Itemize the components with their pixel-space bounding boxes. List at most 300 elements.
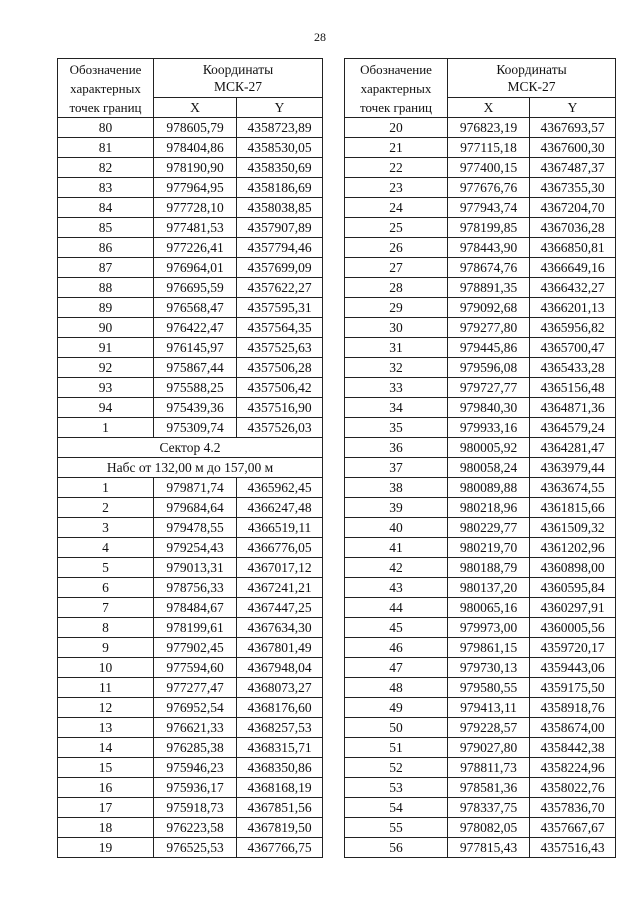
y-coordinate-cell: 4364579,24	[530, 418, 616, 438]
y-coordinate-cell: 4357525,63	[237, 338, 323, 358]
x-coordinate-cell: 979973,00	[448, 618, 530, 638]
table-row	[58, 418, 323, 438]
points-header-line2: характерных	[70, 80, 141, 96]
y-coordinate-cell: 4367693,57	[530, 118, 616, 138]
left-table-body-top	[58, 118, 323, 438]
point-id-cell: 6	[58, 578, 154, 598]
y-coordinate-cell: 4357667,67	[530, 818, 616, 838]
x-coordinate-cell: 976621,33	[154, 718, 237, 738]
point-id-cell: 41	[345, 538, 448, 558]
x-coordinate-cell: 979445,86	[448, 338, 530, 358]
point-id-cell: 90	[58, 318, 154, 338]
x-coordinate-cell: 977115,18	[448, 138, 530, 158]
y-coordinate-cell: 4357907,89	[237, 218, 323, 238]
x-coordinate-cell: 979478,55	[154, 518, 237, 538]
y-coordinate-cell: 4357506,28	[237, 358, 323, 378]
point-id-cell: 48	[345, 678, 448, 698]
x-coordinate-cell: 975309,74	[154, 418, 237, 438]
table-row	[345, 218, 616, 238]
x-coordinate-cell: 978443,90	[448, 238, 530, 258]
table-row	[345, 498, 616, 518]
right-table-body	[345, 118, 616, 858]
y-coordinate-cell: 4361509,32	[530, 518, 616, 538]
y-coordinate-cell: 4367355,30	[530, 178, 616, 198]
table-row	[58, 818, 323, 838]
x-coordinate-cell: 979027,80	[448, 738, 530, 758]
table-row	[345, 478, 616, 498]
table-row	[58, 578, 323, 598]
point-id-cell: 49	[345, 698, 448, 718]
x-coordinate-cell: 976422,47	[154, 318, 237, 338]
point-id-cell: 83	[58, 178, 154, 198]
table-row	[345, 158, 616, 178]
point-id-cell: 1	[58, 418, 154, 438]
point-id-cell: 85	[58, 218, 154, 238]
y-coordinate-cell: 4358442,38	[530, 738, 616, 758]
x-coordinate-cell: 980188,79	[448, 558, 530, 578]
x-coordinate-cell: 976695,59	[154, 278, 237, 298]
point-id-cell: 51	[345, 738, 448, 758]
x-coordinate-cell: 980058,24	[448, 458, 530, 478]
x-coordinate-cell: 975946,23	[154, 758, 237, 778]
table-row	[345, 638, 616, 658]
point-id-cell: 47	[345, 658, 448, 678]
x-coordinate-cell: 977964,95	[154, 178, 237, 198]
point-id-cell: 20	[345, 118, 448, 138]
point-id-cell: 13	[58, 718, 154, 738]
table-row	[345, 838, 616, 858]
table-row	[58, 138, 323, 158]
x-coordinate-cell: 980065,16	[448, 598, 530, 618]
x-coordinate-cell: 979413,11	[448, 698, 530, 718]
y-coordinate-cell: 4367600,30	[530, 138, 616, 158]
table-row	[58, 678, 323, 698]
y-coordinate-cell: 4358186,69	[237, 178, 323, 198]
x-coordinate-cell: 979580,55	[448, 678, 530, 698]
y-coordinate-cell: 4358918,76	[530, 698, 616, 718]
point-id-cell: 7	[58, 598, 154, 618]
point-id-cell: 84	[58, 198, 154, 218]
point-id-cell: 2	[58, 498, 154, 518]
y-coordinate-cell: 4363674,55	[530, 478, 616, 498]
y-coordinate-cell: 4368350,86	[237, 758, 323, 778]
table-row	[345, 358, 616, 378]
table-row	[345, 798, 616, 818]
table-row	[58, 278, 323, 298]
y-coordinate-cell: 4358350,69	[237, 158, 323, 178]
table-row	[345, 338, 616, 358]
y-coordinate-cell: 4357595,31	[237, 298, 323, 318]
point-id-cell: 15	[58, 758, 154, 778]
y-coordinate-cell: 4367766,75	[237, 838, 323, 858]
x-coordinate-cell: 978605,79	[154, 118, 237, 138]
y-coordinate-cell: 4357506,42	[237, 378, 323, 398]
x-coordinate-cell: 976568,47	[154, 298, 237, 318]
y-coordinate-cell: 4368315,71	[237, 738, 323, 758]
x-coordinate-cell: 980229,77	[448, 518, 530, 538]
table-row	[58, 158, 323, 178]
table-row	[345, 458, 616, 478]
y-coordinate-cell: 4358723,89	[237, 118, 323, 138]
x-coordinate-cell: 978811,73	[448, 758, 530, 778]
table-row	[345, 258, 616, 278]
point-id-cell: 17	[58, 798, 154, 818]
point-id-cell: 42	[345, 558, 448, 578]
table-row	[345, 178, 616, 198]
point-id-cell: 50	[345, 718, 448, 738]
y-coordinate-cell: 4365956,82	[530, 318, 616, 338]
y-coordinate-cell: 4358022,76	[530, 778, 616, 798]
points-header-line2: характерных	[360, 80, 432, 96]
x-coordinate-cell: 979013,31	[154, 558, 237, 578]
y-coordinate-cell: 4365433,28	[530, 358, 616, 378]
table-row	[345, 818, 616, 838]
point-id-cell: 11	[58, 678, 154, 698]
table-row	[345, 718, 616, 738]
x-coordinate-cell: 976952,54	[154, 698, 237, 718]
table-row	[345, 678, 616, 698]
x-coordinate-cell: 976145,97	[154, 338, 237, 358]
point-id-cell: 46	[345, 638, 448, 658]
table-row	[345, 538, 616, 558]
table-row	[58, 338, 323, 358]
table-row	[58, 398, 323, 418]
table-row	[58, 518, 323, 538]
table-row	[345, 118, 616, 138]
points-header-line1: Обозначение	[69, 61, 142, 77]
y-column-header: Y	[530, 98, 616, 118]
y-coordinate-cell: 4366247,48	[237, 498, 323, 518]
y-coordinate-cell: 4365156,48	[530, 378, 616, 398]
y-coordinate-cell: 4368257,53	[237, 718, 323, 738]
table-row	[345, 278, 616, 298]
table-row	[58, 618, 323, 638]
y-coordinate-cell: 4366519,11	[237, 518, 323, 538]
point-id-cell: 86	[58, 238, 154, 258]
table-row	[58, 558, 323, 578]
coordinates-header-line1: Координаты	[496, 62, 567, 77]
y-coordinate-cell: 4357794,46	[237, 238, 323, 258]
point-id-cell: 89	[58, 298, 154, 318]
x-coordinate-cell: 976223,58	[154, 818, 237, 838]
x-coordinate-cell: 975867,44	[154, 358, 237, 378]
point-id-cell: 21	[345, 138, 448, 158]
table-row	[58, 798, 323, 818]
x-coordinate-cell: 977815,43	[448, 838, 530, 858]
coordinates-table-right	[344, 58, 616, 858]
point-id-cell: 87	[58, 258, 154, 278]
point-id-cell: 44	[345, 598, 448, 618]
points-column-header	[58, 59, 154, 118]
y-coordinate-cell: 4358674,00	[530, 718, 616, 738]
table-row	[345, 378, 616, 398]
x-coordinate-cell: 977481,53	[154, 218, 237, 238]
table-row	[345, 658, 616, 678]
x-coordinate-cell: 976823,19	[448, 118, 530, 138]
y-coordinate-cell: 4357564,35	[237, 318, 323, 338]
coordinates-header	[154, 59, 323, 98]
table-row	[58, 478, 323, 498]
point-id-cell: 30	[345, 318, 448, 338]
table-row	[345, 618, 616, 638]
point-id-cell: 92	[58, 358, 154, 378]
point-id-cell: 26	[345, 238, 448, 258]
table-row	[345, 318, 616, 338]
table-row	[58, 258, 323, 278]
point-id-cell: 19	[58, 838, 154, 858]
table-row	[58, 698, 323, 718]
table-row	[58, 538, 323, 558]
x-coordinate-cell: 979228,57	[448, 718, 530, 738]
points-header-line3: точек границ	[359, 99, 433, 115]
y-coordinate-cell: 4367241,21	[237, 578, 323, 598]
x-coordinate-cell: 979596,08	[448, 358, 530, 378]
y-coordinate-cell: 4360595,84	[530, 578, 616, 598]
table-row	[58, 118, 323, 138]
point-id-cell: 27	[345, 258, 448, 278]
x-coordinate-cell: 977902,45	[154, 638, 237, 658]
table-row	[58, 218, 323, 238]
y-coordinate-cell: 4358038,85	[237, 198, 323, 218]
y-coordinate-cell: 4360297,91	[530, 598, 616, 618]
table-row	[345, 418, 616, 438]
table-row	[345, 438, 616, 458]
point-id-cell: 91	[58, 338, 154, 358]
x-coordinate-cell: 975918,73	[154, 798, 237, 818]
sector-heading	[58, 438, 323, 478]
x-coordinate-cell: 977728,10	[154, 198, 237, 218]
table-row	[345, 558, 616, 578]
point-id-cell: 16	[58, 778, 154, 798]
y-coordinate-cell: 4364281,47	[530, 438, 616, 458]
point-id-cell: 9	[58, 638, 154, 658]
point-id-cell: 39	[345, 498, 448, 518]
point-id-cell: 93	[58, 378, 154, 398]
y-coordinate-cell: 4365700,47	[530, 338, 616, 358]
x-coordinate-cell: 975936,17	[154, 778, 237, 798]
table-row	[58, 838, 323, 858]
point-id-cell: 43	[345, 578, 448, 598]
x-coordinate-cell: 978199,85	[448, 218, 530, 238]
x-coordinate-cell: 978581,36	[448, 778, 530, 798]
y-coordinate-cell: 4363979,44	[530, 458, 616, 478]
table-row	[345, 598, 616, 618]
y-coordinate-cell: 4368176,60	[237, 698, 323, 718]
table-row	[345, 698, 616, 718]
x-coordinate-cell: 980089,88	[448, 478, 530, 498]
left-table-body-bottom	[58, 478, 323, 858]
x-coordinate-cell: 976285,38	[154, 738, 237, 758]
point-id-cell: 38	[345, 478, 448, 498]
point-id-cell: 81	[58, 138, 154, 158]
table-row	[345, 518, 616, 538]
x-coordinate-cell: 977277,47	[154, 678, 237, 698]
coordinates-header	[448, 59, 616, 98]
table-row	[58, 718, 323, 738]
point-id-cell: 5	[58, 558, 154, 578]
y-coordinate-cell: 4359175,50	[530, 678, 616, 698]
y-coordinate-cell: 4364871,36	[530, 398, 616, 418]
point-id-cell: 22	[345, 158, 448, 178]
table-row	[58, 238, 323, 258]
table-row	[345, 198, 616, 218]
x-coordinate-cell: 978199,61	[154, 618, 237, 638]
x-coordinate-cell: 975588,25	[154, 378, 237, 398]
point-id-cell: 36	[345, 438, 448, 458]
x-coordinate-cell: 977226,41	[154, 238, 237, 258]
x-coordinate-cell: 979684,64	[154, 498, 237, 518]
x-coordinate-cell: 975439,36	[154, 398, 237, 418]
y-coordinate-cell: 4361815,66	[530, 498, 616, 518]
page-number: 28	[314, 30, 326, 44]
y-coordinate-cell: 4366432,27	[530, 278, 616, 298]
table-row	[345, 398, 616, 418]
table-row	[58, 598, 323, 618]
point-id-cell: 94	[58, 398, 154, 418]
y-coordinate-cell: 4367204,70	[530, 198, 616, 218]
point-id-cell: 56	[345, 838, 448, 858]
x-coordinate-cell: 978674,76	[448, 258, 530, 278]
point-id-cell: 24	[345, 198, 448, 218]
x-coordinate-cell: 980005,92	[448, 438, 530, 458]
table-row	[58, 738, 323, 758]
point-id-cell: 28	[345, 278, 448, 298]
y-coordinate-cell: 4366776,05	[237, 538, 323, 558]
point-id-cell: 4	[58, 538, 154, 558]
x-coordinate-cell: 979861,15	[448, 638, 530, 658]
sector-title: Сектор 4.2	[58, 438, 323, 458]
y-coordinate-cell: 4357516,43	[530, 838, 616, 858]
point-id-cell: 10	[58, 658, 154, 678]
y-coordinate-cell: 4367447,25	[237, 598, 323, 618]
coordinates-header-line2: МСК-27	[507, 79, 556, 94]
y-coordinate-cell: 4366201,13	[530, 298, 616, 318]
x-coordinate-cell: 978404,86	[154, 138, 237, 158]
y-coordinate-cell: 4368073,27	[237, 678, 323, 698]
point-id-cell: 31	[345, 338, 448, 358]
points-header-line3: точек границ	[69, 99, 142, 115]
point-id-cell: 35	[345, 418, 448, 438]
points-header-line1: Обозначение	[360, 61, 432, 77]
table-row	[345, 758, 616, 778]
point-id-cell: 23	[345, 178, 448, 198]
table-row	[58, 358, 323, 378]
y-coordinate-cell: 4360005,56	[530, 618, 616, 638]
point-id-cell: 14	[58, 738, 154, 758]
table-row	[345, 298, 616, 318]
point-id-cell: 34	[345, 398, 448, 418]
y-coordinate-cell: 4367017,12	[237, 558, 323, 578]
y-coordinate-cell: 4367036,28	[530, 218, 616, 238]
x-coordinate-cell: 978190,90	[154, 158, 237, 178]
point-id-cell: 29	[345, 298, 448, 318]
x-coordinate-cell: 980219,70	[448, 538, 530, 558]
table-row	[58, 638, 323, 658]
table-row	[58, 778, 323, 798]
table-row	[345, 578, 616, 598]
table-row	[58, 198, 323, 218]
x-coordinate-cell: 976964,01	[154, 258, 237, 278]
point-id-cell: 82	[58, 158, 154, 178]
y-coordinate-cell: 4367851,56	[237, 798, 323, 818]
x-coordinate-cell: 977594,60	[154, 658, 237, 678]
point-id-cell: 25	[345, 218, 448, 238]
point-id-cell: 55	[345, 818, 448, 838]
points-column-header	[345, 59, 448, 118]
coordinates-header-line1: Координаты	[202, 62, 274, 77]
x-coordinate-cell: 979254,43	[154, 538, 237, 558]
y-coordinate-cell: 4367801,49	[237, 638, 323, 658]
x-coordinate-cell: 978891,35	[448, 278, 530, 298]
y-coordinate-cell: 4367634,30	[237, 618, 323, 638]
x-column-header: X	[448, 98, 530, 118]
point-id-cell: 1	[58, 478, 154, 498]
point-id-cell: 53	[345, 778, 448, 798]
y-coordinate-cell: 4357622,27	[237, 278, 323, 298]
x-coordinate-cell: 979840,30	[448, 398, 530, 418]
x-coordinate-cell: 979871,74	[154, 478, 237, 498]
table-row	[345, 238, 616, 258]
sector-elevation-range: Набс от 132,00 м до 157,00 м	[58, 458, 323, 478]
x-coordinate-cell: 979727,77	[448, 378, 530, 398]
y-coordinate-cell: 4359720,17	[530, 638, 616, 658]
point-id-cell: 40	[345, 518, 448, 538]
x-coordinate-cell: 977676,76	[448, 178, 530, 198]
point-id-cell: 45	[345, 618, 448, 638]
point-id-cell: 80	[58, 118, 154, 138]
point-id-cell: 18	[58, 818, 154, 838]
y-column-header: Y	[237, 98, 323, 118]
y-coordinate-cell: 4357836,70	[530, 798, 616, 818]
y-coordinate-cell: 4357526,03	[237, 418, 323, 438]
y-coordinate-cell: 4358530,05	[237, 138, 323, 158]
point-id-cell: 8	[58, 618, 154, 638]
x-coordinate-cell: 980137,20	[448, 578, 530, 598]
y-coordinate-cell: 4357516,90	[237, 398, 323, 418]
y-coordinate-cell: 4358224,96	[530, 758, 616, 778]
x-coordinate-cell: 979092,68	[448, 298, 530, 318]
x-coordinate-cell: 978082,05	[448, 818, 530, 838]
point-id-cell: 54	[345, 798, 448, 818]
y-coordinate-cell: 4368168,19	[237, 778, 323, 798]
x-coordinate-cell: 980218,96	[448, 498, 530, 518]
point-id-cell: 3	[58, 518, 154, 538]
y-coordinate-cell: 4357699,09	[237, 258, 323, 278]
x-coordinate-cell: 979933,16	[448, 418, 530, 438]
y-coordinate-cell: 4361202,96	[530, 538, 616, 558]
x-coordinate-cell: 977943,74	[448, 198, 530, 218]
x-coordinate-cell: 978337,75	[448, 798, 530, 818]
point-id-cell: 33	[345, 378, 448, 398]
coordinates-table-left	[57, 58, 323, 858]
y-coordinate-cell: 4366649,16	[530, 258, 616, 278]
y-coordinate-cell: 4367487,37	[530, 158, 616, 178]
x-coordinate-cell: 977400,15	[448, 158, 530, 178]
point-id-cell: 52	[345, 758, 448, 778]
x-coordinate-cell: 979277,80	[448, 318, 530, 338]
x-column-header: X	[154, 98, 237, 118]
y-coordinate-cell: 4367948,04	[237, 658, 323, 678]
x-coordinate-cell: 978756,33	[154, 578, 237, 598]
table-row	[58, 178, 323, 198]
table-row	[58, 318, 323, 338]
table-row	[58, 498, 323, 518]
point-id-cell: 12	[58, 698, 154, 718]
point-id-cell: 32	[345, 358, 448, 378]
table-row	[345, 138, 616, 158]
y-coordinate-cell: 4366850,81	[530, 238, 616, 258]
table-row	[58, 378, 323, 398]
